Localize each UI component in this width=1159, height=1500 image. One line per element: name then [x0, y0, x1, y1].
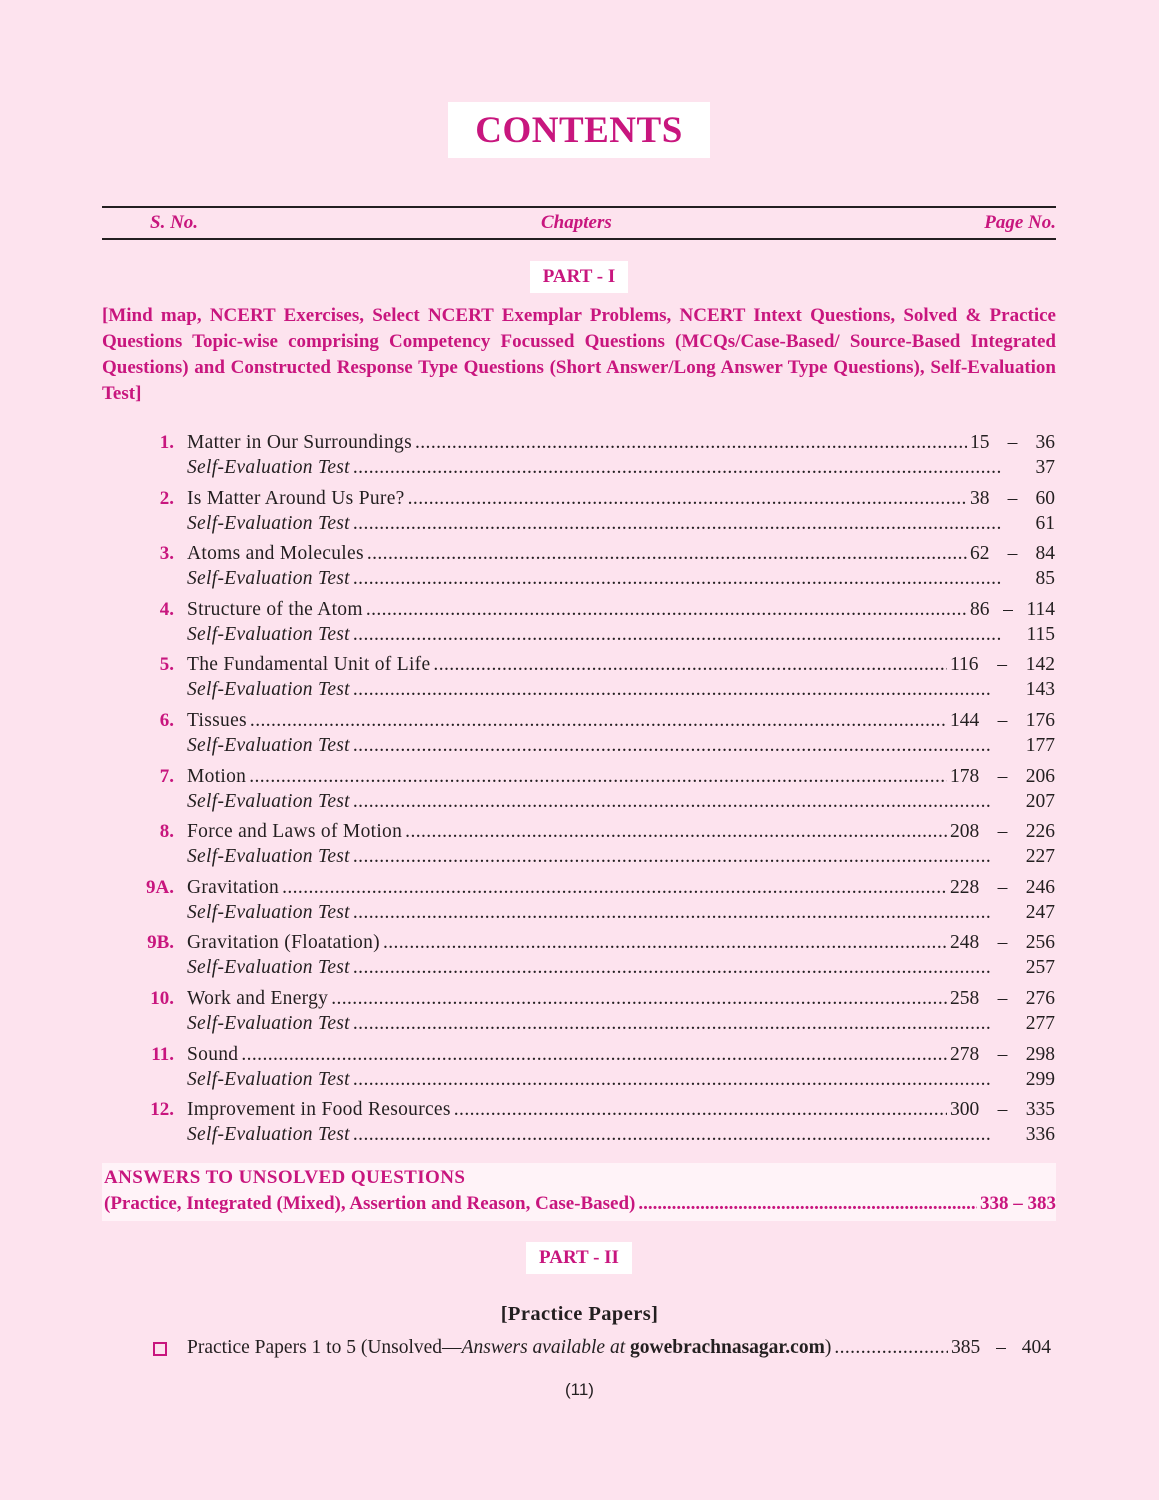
range-start: 258 [950, 987, 980, 1009]
header-chapters: Chapters [541, 212, 612, 233]
chapter-page-range: 15 – 36 [970, 432, 1055, 453]
range-start: 178 [950, 765, 980, 787]
chapter-number: 11. [151, 1043, 174, 1065]
chapter-page-range: 62 – 84 [970, 543, 1055, 565]
chapter-line [187, 877, 1055, 902]
answers-line [104, 1193, 1056, 1215]
chapter-list [0, 430, 1159, 1153]
chapter-line [187, 543, 1055, 568]
chapter-title: The Fundamental Unit of Life [187, 654, 431, 676]
self-evaluation-line [187, 791, 1055, 816]
leader-dots [353, 679, 992, 701]
leader-dots [366, 599, 967, 621]
part-one-label-box [530, 261, 628, 293]
self-evaluation-label: Self-Evaluation Test [187, 901, 350, 923]
checkbox-bullet-icon [153, 1342, 167, 1356]
self-evaluation-page: 277 [1025, 1012, 1055, 1034]
chapter-line [187, 932, 1055, 957]
chapter-number: 7. [159, 765, 174, 787]
chapter-line [187, 654, 1055, 679]
self-evaluation-line [187, 1013, 1055, 1038]
range-end: 298 [1025, 1043, 1055, 1065]
leader-dots [331, 988, 947, 1010]
chapter-line [187, 432, 1055, 457]
range-end: 206 [1025, 765, 1055, 787]
self-evaluation-label: Self-Evaluation Test [187, 1124, 350, 1146]
leader-dots [353, 568, 1002, 590]
chapter-entry [0, 1042, 1159, 1098]
chapter-title: Is Matter Around Us Pure? [187, 487, 405, 509]
chapter-entry [0, 486, 1159, 542]
leader-dots [433, 654, 947, 676]
leader-dots [353, 457, 1002, 479]
chapter-entry [0, 541, 1159, 597]
chapter-number: 2. [159, 487, 174, 509]
practice-papers-leader-dots [834, 1337, 948, 1359]
self-evaluation-line [187, 846, 1055, 871]
practice-papers-website: gowebrachnasagar.com [630, 1337, 825, 1358]
chapter-page-range: 248 – 256 [950, 932, 1055, 954]
leader-dots [353, 1013, 992, 1035]
part-two-label-box [526, 1242, 632, 1274]
self-evaluation-label: Self-Evaluation Test [187, 734, 350, 756]
self-evaluation-page: 115 [1026, 623, 1055, 645]
practice-papers-text [187, 1337, 831, 1359]
chapter-entry [0, 652, 1159, 708]
chapter-line [187, 1099, 1055, 1124]
leader-dots [249, 766, 947, 788]
range-start: 278 [950, 1043, 980, 1065]
leader-dots [454, 1099, 947, 1121]
chapter-line [187, 488, 1055, 513]
self-evaluation-page: 85 [1035, 568, 1055, 590]
title-box [448, 102, 710, 158]
chapter-line [187, 988, 1055, 1013]
range-start: 116 [950, 654, 979, 676]
chapter-entry [0, 986, 1159, 1042]
range-end: 246 [1025, 876, 1055, 898]
chapter-page-range: 38 – 60 [970, 487, 1055, 509]
chapter-page-range: 86 – 114 [970, 598, 1055, 620]
chapter-title: Sound [187, 1043, 239, 1065]
self-evaluation-label: Self-Evaluation Test [187, 846, 350, 868]
range-end: 404 [1021, 1337, 1051, 1358]
self-evaluation-line [187, 1069, 1055, 1094]
self-evaluation-page: 257 [1025, 957, 1055, 979]
self-evaluation-line [187, 957, 1055, 982]
self-evaluation-page: 61 [1035, 512, 1055, 534]
range-end: 226 [1025, 821, 1055, 843]
part-two-label: PART - II [539, 1247, 619, 1268]
header-sno: S. No. [150, 212, 199, 233]
practice-papers-range: 385 – 404 [951, 1337, 1051, 1358]
chapter-title: Improvement in Food Resources [187, 1099, 451, 1121]
chapter-title: Gravitation (Floatation) [187, 932, 380, 954]
practice-papers-text-start: Practice Papers 1 to 5 (Unsolved— [187, 1337, 462, 1358]
answers-subtitle: (Practice, Integrated (Mixed), Assertion and Reason, Case-Based) [104, 1193, 636, 1214]
leader-dots [408, 488, 967, 510]
chapter-title: Atoms and Molecules [187, 543, 364, 565]
self-evaluation-label: Self-Evaluation Test [187, 512, 350, 534]
range-end: 60 [1035, 487, 1055, 509]
leader-dots [241, 1044, 947, 1066]
chapter-title: Work and Energy [187, 987, 329, 1009]
chapter-number: 10. [150, 987, 174, 1009]
self-evaluation-page: 299 [1025, 1068, 1055, 1090]
chapter-number: 3. [159, 543, 174, 565]
chapter-page-range: 278 – 298 [950, 1043, 1055, 1065]
chapter-number: 6. [159, 709, 174, 731]
self-evaluation-label: Self-Evaluation Test [187, 790, 350, 812]
self-evaluation-page: 227 [1025, 846, 1055, 868]
chapter-page-range: 258 – 276 [950, 987, 1055, 1009]
self-evaluation-label: Self-Evaluation Test [187, 623, 350, 645]
chapter-page-range: 144 – 176 [950, 709, 1055, 731]
chapter-line [187, 599, 1055, 624]
leader-dots [353, 513, 1002, 535]
chapter-entry [0, 430, 1159, 486]
chapter-line [187, 1044, 1055, 1069]
part-one-label: PART - I [542, 266, 616, 287]
chapter-title: Structure of the Atom [187, 598, 363, 620]
range-end: 335 [1025, 1099, 1055, 1121]
self-evaluation-page: 207 [1025, 790, 1055, 812]
range-end: 256 [1025, 932, 1055, 954]
range-end: 114 [1026, 598, 1055, 620]
practice-papers-text-end: ) [824, 1337, 832, 1358]
self-evaluation-page: 37 [1035, 457, 1055, 478]
self-evaluation-page: 143 [1025, 679, 1055, 701]
self-evaluation-label: Self-Evaluation Test [187, 568, 350, 590]
self-evaluation-label: Self-Evaluation Test [187, 679, 350, 701]
leader-dots [282, 877, 947, 899]
leader-dots [353, 846, 992, 868]
leader-dots [367, 543, 967, 565]
range-start: 144 [950, 709, 980, 731]
chapter-number: 9A. [146, 876, 174, 898]
self-evaluation-line [187, 679, 1055, 704]
leader-dots [353, 624, 1002, 646]
leader-dots [353, 1069, 992, 1091]
self-evaluation-line [187, 568, 1055, 593]
chapter-entry [0, 764, 1159, 820]
chapter-entry [0, 930, 1159, 986]
range-start: 15 [970, 432, 990, 453]
chapter-title: Motion [187, 765, 247, 787]
range-end: 36 [1035, 432, 1055, 453]
chapter-page-range: 208 – 226 [950, 821, 1055, 843]
practice-papers-heading: [Practice Papers] [500, 1303, 659, 1325]
chapter-number: 4. [159, 598, 174, 620]
leader-dots [353, 735, 992, 757]
range-start: 228 [950, 876, 980, 898]
chapter-entry [0, 819, 1159, 875]
leader-dots [353, 902, 992, 924]
chapter-number: 1. [159, 432, 174, 453]
range-start: 38 [970, 487, 990, 509]
range-end: 276 [1025, 987, 1055, 1009]
range-start: 300 [950, 1099, 980, 1121]
range-start: 62 [970, 543, 990, 565]
self-evaluation-label: Self-Evaluation Test [187, 1012, 350, 1034]
chapter-entry [0, 875, 1159, 931]
self-evaluation-line [187, 735, 1055, 760]
chapter-number: 9B. [147, 932, 174, 954]
self-evaluation-line [187, 902, 1055, 927]
answers-heading: ANSWERS TO UNSOLVED QUESTIONS [104, 1167, 466, 1188]
chapter-line [187, 821, 1055, 846]
range-start: 248 [950, 932, 980, 954]
chapter-line [187, 766, 1055, 791]
answers-leader-dots [638, 1193, 977, 1215]
chapter-number: 5. [159, 654, 174, 676]
leader-dots [353, 1124, 992, 1146]
leader-dots [353, 791, 992, 813]
table-header [102, 206, 1056, 240]
chapter-entry [0, 708, 1159, 764]
self-evaluation-page: 247 [1025, 901, 1055, 923]
self-evaluation-line [187, 624, 1055, 649]
self-evaluation-line [187, 1124, 1055, 1149]
answers-range: 338 – 383 [980, 1193, 1056, 1214]
chapter-number: 8. [159, 821, 174, 843]
page-title: CONTENTS [475, 109, 683, 151]
self-evaluation-label: Self-Evaluation Test [187, 457, 350, 478]
page-number: (11) [565, 1380, 594, 1399]
range-start: 208 [950, 821, 980, 843]
leader-dots [353, 957, 992, 979]
chapter-number: 12. [150, 1099, 174, 1121]
range-start: 86 [970, 598, 990, 620]
self-evaluation-label: Self-Evaluation Test [187, 1068, 350, 1090]
chapter-page-range: 178 – 206 [950, 765, 1055, 787]
chapter-page-range: 300 – 335 [950, 1099, 1055, 1121]
self-evaluation-label: Self-Evaluation Test [187, 957, 350, 979]
answers-section [102, 1163, 1056, 1221]
self-evaluation-line [187, 457, 1055, 482]
range-end: 84 [1035, 543, 1055, 565]
range-start: 385 [951, 1337, 981, 1358]
practice-papers-text-italic: Answers available at [461, 1337, 631, 1358]
self-evaluation-page: 336 [1025, 1124, 1055, 1146]
header-page-no: Page No. [984, 212, 1056, 233]
chapter-entry [0, 1097, 1159, 1153]
self-evaluation-page: 177 [1025, 734, 1055, 756]
chapter-title: Tissues [187, 709, 247, 731]
part-one-description: [Mind map, NCERT Exercises, Select NCERT Exemplar Problems, NCERT Intext Questions, Solved & Practice Questions Topic-wise comprising Competency Focussed Questions (MCQs/Case-Based/ Source-Based Integrated Questions) and Constructed Response Type Questions (Short Answer/Long Answer Type Questions), Self-Evaluation Test] [102, 305, 1056, 404]
range-end: 176 [1025, 709, 1055, 731]
leader-dots [405, 821, 947, 843]
range-end: 142 [1025, 654, 1055, 676]
leader-dots [250, 710, 947, 732]
chapter-page-range: 228 – 246 [950, 876, 1055, 898]
chapter-line [187, 710, 1055, 735]
leader-dots [383, 932, 947, 954]
leader-dots [415, 432, 967, 454]
chapter-title: Gravitation [187, 876, 280, 898]
chapter-title: Matter in Our Surroundings [187, 432, 412, 453]
practice-papers-item [187, 1337, 1051, 1362]
chapter-page-range: 116 – 142 [950, 654, 1055, 676]
chapter-title: Force and Laws of Motion [187, 821, 403, 843]
chapter-entry [0, 597, 1159, 653]
self-evaluation-line [187, 513, 1055, 538]
